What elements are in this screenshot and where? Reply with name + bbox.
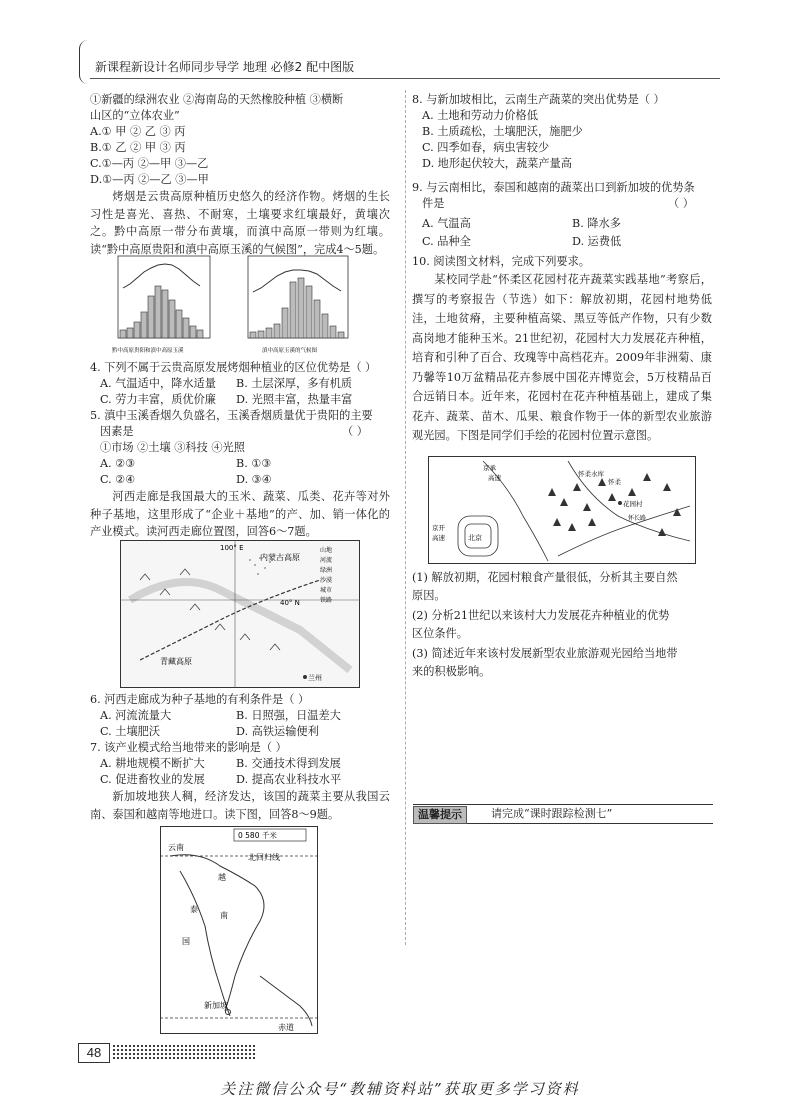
option-d: D.①—丙 ②—乙 ③—甲 bbox=[90, 173, 209, 186]
q5-option-b: B. ①③ bbox=[236, 457, 272, 470]
label-jingkai: 京开 bbox=[432, 524, 445, 532]
header-rule bbox=[90, 78, 720, 79]
q9-option-b: B. 降水多 bbox=[572, 217, 621, 230]
legend-desert: 沙漠 bbox=[320, 577, 333, 584]
q6-option-d: D. 高铁运输便利 bbox=[236, 725, 319, 738]
q6-option-a: A. 河流流量大 bbox=[100, 709, 172, 722]
label-viet: 越 bbox=[218, 873, 226, 882]
label-beijing: 北京 bbox=[468, 534, 482, 542]
label-guo: 国 bbox=[182, 937, 190, 946]
label-huairou: 怀柔 bbox=[608, 478, 621, 486]
q9-option-a: A. 气温高 bbox=[422, 217, 471, 230]
q4-option-c: C. 劳力丰富，质优价廉 bbox=[100, 393, 216, 406]
q7-option-a: A. 耕地规模不断扩大 bbox=[100, 757, 205, 770]
q5-option-a: A. ②③ bbox=[100, 457, 136, 470]
q6-option-b: B. 日照强，日温差大 bbox=[236, 709, 341, 722]
q8-option-c: C. 四季如春，病虫害较少 bbox=[422, 141, 550, 154]
q10-part2b: 区位条件。 bbox=[412, 627, 468, 640]
option-b: B.① 乙 ② 甲 ③ 丙 bbox=[90, 141, 186, 154]
hexi-paragraph: 河西走廊是我国最大的玉米、蔬菜、瓜类、花卉等对外种子基地，这里形成了“企业＋基地”的产、加、销一体化的产业模式。读河西走廊位置图，回答6～7题。 bbox=[90, 490, 390, 538]
q9-stem: 9. 与云南相比，泰国和越南的蔬菜出口到新加坡的优势条 bbox=[412, 181, 695, 194]
label-thai: 泰 bbox=[190, 905, 198, 914]
label-yunnan: 云南 bbox=[168, 843, 184, 852]
q10-part1: (1) 解放初期，花园村粮食产量很低，分析其主要自然 bbox=[412, 571, 678, 584]
q8-option-b: B. 土质疏松，土壤肥沃，施肥少 bbox=[422, 125, 583, 138]
legend-mountain: 山地 bbox=[320, 547, 333, 554]
q7-option-d: D. 提高农业科技水平 bbox=[236, 773, 342, 786]
label-road: 怀长路 bbox=[628, 515, 647, 522]
q8-stem: 8. 与新加坡相比，云南生产蔬菜的突出优势是（ ） bbox=[412, 93, 665, 106]
hexi-corridor-map bbox=[120, 540, 360, 688]
tip-box bbox=[413, 804, 713, 824]
q5-factors: ①市场 ②土壤 ③科技 ④光照 bbox=[100, 441, 245, 454]
tip-text: 请完成“课时跟踪检测七” bbox=[491, 807, 613, 820]
legend-city: 城市 bbox=[320, 587, 333, 594]
q10-material: 某校同学赴“怀柔区花园村花卉蔬菜实践基地”考察后，撰写的考察报告（节选）如下：解放初期，花园村地势低洼，土地贫瘠，主要种植高粱、黑豆等低产作物，只有少数高岗地才能种玉米。21世纪初，花园村大力发展花卉种植，培育和引种了百合、玫瑰等中高档花卉。2009年非洲菊、康乃馨等10万盆精品花卉参展中国花卉博览会，5万枝精品百合远销日本。近年来，花园村在花卉种植基础上，建成了集花卉、蔬菜、苗木、瓜果、粮食作物于一体的新型农业旅游观光园。下图是同学们手绘的花园村位置示意图。 bbox=[412, 273, 712, 442]
q5-option-d: D. ③④ bbox=[236, 473, 272, 486]
legend-river: 河流 bbox=[320, 557, 333, 564]
q4-option-a: A. 气温适中，降水适量 bbox=[100, 377, 216, 390]
q9-answer-paren: （ ） bbox=[668, 197, 694, 210]
left-chart-caption: 黔中高原贵阳和滇中高原玉溪 bbox=[112, 348, 184, 354]
map-scale: 0 580 千米 bbox=[238, 831, 277, 840]
q5-option-c: C. ②④ bbox=[100, 473, 136, 486]
q5-stem-2: 因素是 bbox=[100, 425, 134, 438]
q9-option-d: D. 运费低 bbox=[572, 235, 622, 248]
q10-part3: (3) 简述近年来该村发展新型农业旅游观光园给当地带 bbox=[412, 647, 678, 660]
hexi-latitude: 40° N bbox=[280, 599, 300, 607]
option-c: C.①—丙 ②—甲 ③—乙 bbox=[90, 157, 209, 170]
hexi-plateau-north: 内蒙古高原 bbox=[260, 553, 300, 562]
page-number: 48 bbox=[78, 1043, 110, 1063]
label-tropic: 北回归线 bbox=[248, 853, 280, 862]
label-nan: 南 bbox=[220, 911, 228, 920]
huayuan-village-map bbox=[428, 456, 696, 564]
header-brace bbox=[79, 40, 88, 84]
q8-option-d: D. 地形起伏较大，蔬菜产量高 bbox=[422, 157, 572, 170]
hexi-longitude: 100° E bbox=[220, 544, 244, 552]
q10-part3b: 来的积极影响。 bbox=[412, 665, 491, 678]
climate-charts-figure bbox=[92, 248, 390, 358]
q7-option-b: B. 交通技术得到发展 bbox=[236, 757, 341, 770]
label-jingcheng: 京承 bbox=[483, 464, 496, 472]
q6-option-c: C. 土壤肥沃 bbox=[100, 725, 161, 738]
page-header: 新课程新设计名师同步导学 地理 必修2 配中图版 bbox=[95, 60, 355, 74]
page-number-dots bbox=[112, 1044, 257, 1060]
hexi-city-lanzhou: 兰州 bbox=[308, 674, 322, 682]
q7-option-c: C. 促进畜牧业的发展 bbox=[100, 773, 205, 786]
options-intro-2: 山区的“立体农业” bbox=[90, 109, 180, 122]
label-singapore: 新加坡 bbox=[204, 1001, 228, 1010]
label-expressway-1: 高速 bbox=[488, 474, 501, 482]
southeast-asia-map bbox=[160, 826, 318, 1034]
q10-stem: 10. 阅读图文材料，完成下列要求。 bbox=[412, 255, 590, 268]
hexi-plateau-south: 青藏高原 bbox=[160, 657, 192, 666]
label-huayuan: 花园村 bbox=[623, 500, 643, 508]
q8-option-a: A. 土地和劳动力价格低 bbox=[422, 109, 538, 122]
label-reservoir: 怀柔水库 bbox=[578, 470, 604, 478]
q10-part1b: 原因。 bbox=[412, 589, 446, 602]
q4-stem: 4. 下列不属于云贵高原发展烤烟种植业的区位优势是（ ） bbox=[90, 361, 377, 374]
q5-stem: 5. 滇中玉溪香烟久负盛名，玉溪香烟质量优于贵阳的主要 bbox=[90, 409, 373, 422]
singapore-paragraph: 新加坡地狭人稠，经济发达，该国的蔬菜主要从我国云南、泰国和越南等地进口。读下图，回答8～9题。 bbox=[90, 790, 390, 821]
label-equator: 赤道 bbox=[278, 1023, 294, 1032]
legend-oasis: 绿洲 bbox=[320, 567, 333, 574]
options-intro: ①新疆的绿洲农业 ②海南岛的天然橡胶种植 ③横断 bbox=[90, 93, 344, 106]
right-chart-caption: 滇中高原玉溪的气候图 bbox=[262, 348, 318, 354]
footer-note: 关注微信公众号“教辅资料站”获取更多学习资料 bbox=[220, 1080, 580, 1098]
q5-answer-paren: （ ） bbox=[342, 425, 368, 438]
tobacco-paragraph: 烤烟是云贵高原种植历史悠久的经济作物。烤烟的生长习性是喜光、喜热、不耐寒，土壤要求红壤最好，黄壤次之。黔中高原一带分布黄壤，而滇中高原一带则为红壤。读“黔中高原贵阳和滇中高原玉溪的气候图”，完成4～5题。 bbox=[90, 190, 390, 256]
q10-part2: (2) 分析21世纪以来该村大力发展花卉种植业的优势 bbox=[412, 609, 670, 622]
legend-railway: 铁路 bbox=[320, 597, 333, 604]
tip-tag: 温馨提示 bbox=[413, 806, 467, 824]
q4-option-d: D. 光照丰富，热量丰富 bbox=[236, 393, 353, 406]
q7-stem: 7. 该产业模式给当地带来的影响是（ ） bbox=[90, 741, 287, 754]
q9-option-c: C. 品种全 bbox=[422, 235, 471, 248]
q4-option-b: B. 土层深厚，多有机质 bbox=[236, 377, 353, 390]
label-expressway-2: 高速 bbox=[432, 534, 445, 542]
column-divider bbox=[405, 90, 406, 945]
option-a: A.① 甲 ② 乙 ③ 丙 bbox=[90, 125, 186, 138]
q9-stem-2: 件是 bbox=[422, 197, 445, 210]
q6-stem: 6. 河西走廊成为种子基地的有利条件是（ ） bbox=[90, 693, 310, 706]
